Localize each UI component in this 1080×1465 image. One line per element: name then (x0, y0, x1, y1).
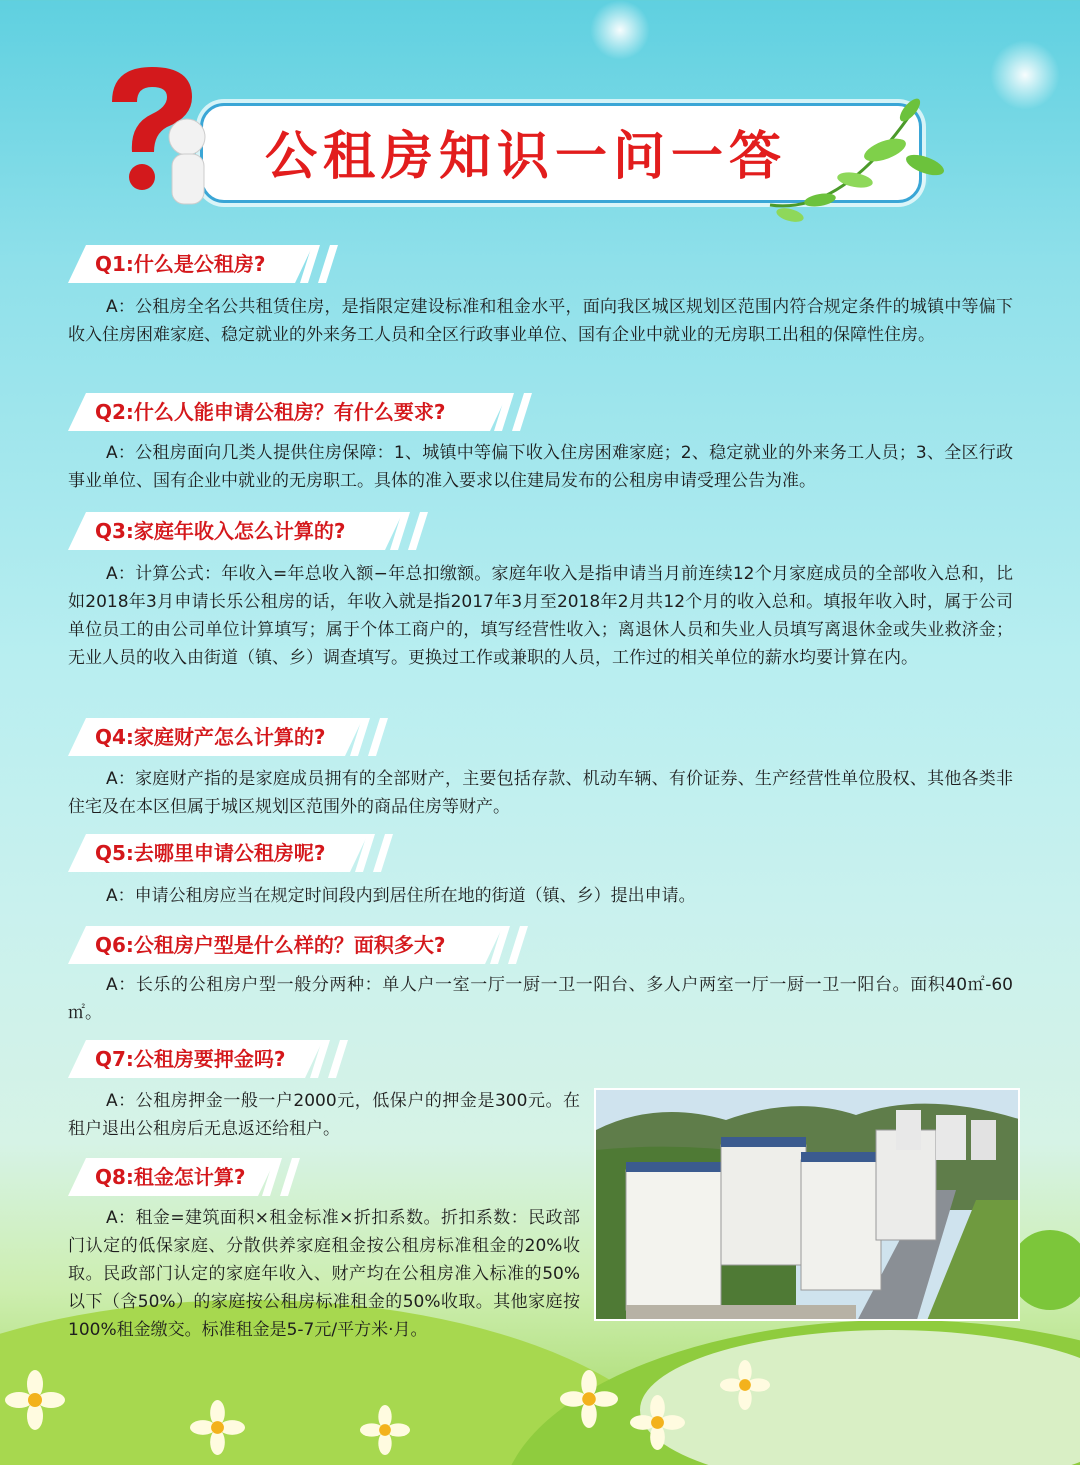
slash-decoration (310, 1040, 350, 1078)
slash-decoration (350, 718, 390, 756)
question-title-q7: Q7:公租房要押金吗? (95, 1047, 286, 1071)
flower-decoration-icon (720, 1360, 770, 1410)
tree-decoration (1010, 1230, 1080, 1310)
slash-decoration (390, 512, 430, 550)
slash-decoration (355, 834, 395, 872)
flower-decoration-icon (5, 1370, 65, 1430)
answer-text-q4: A：家庭财产指的是家庭成员拥有的全部财产，主要包括存款、机动车辆、有价证券、生产经营性单位股权、其他各类非住宅及在本区但属于城区规划区范围外的商品住房等财产。 (68, 769, 1013, 817)
leaves-decoration-icon (760, 95, 960, 235)
slash-decoration (494, 393, 534, 431)
answer-text-q7: A：公租房押金一般一户2000元，低保户的押金是300元。在租户退出公租房后无息返还给租户。 (68, 1091, 580, 1139)
answer-text-q8: A：租金=建筑面积×租金标准×折扣系数。折扣系数：民政部门认定的低保家庭、分散供养家庭租金按公租房标准租金的20%收取。民政部门认定的家庭年收入、财产均在公租房准入标准的50%以下（含50%）的家庭按公租房标准租金的50%收取。其他家庭按100%租金缴交。标准租金是5-7元/平方米·月。 (68, 1208, 580, 1340)
question-title-q6: Q6:公租房户型是什么样的？面积多大? (95, 933, 446, 957)
answer-text-q6: A：长乐的公租房户型一般分两种：单人户一室一厅一厨一卫一阳台、多人户两室一厅一厨一卫一阳台。面积40㎡-60㎡。 (68, 975, 1013, 1023)
answer-text-q3: A：计算公式：年收入=年总收入额−年总扣缴额。家庭年收入是指申请当月前连续12个月家庭成员的全部收入总和，比如2018年3月申请长乐公租房的话，年收入就是指2017年3月至2018年2月共12个月的收入总和。填报年收入时，属于公司单位员工的由公司单位计算填写；属于个体工商户的，填写经营性收入；离退休人员和失业人员填写离退休金或失业救济金；无业人员的收入由街道（镇、乡）调查填写。更换过工作或兼职的人员，工作过的相关单位的薪水均要计算在内。 (68, 564, 1013, 668)
flower-decoration-icon (360, 1405, 410, 1455)
question-mark-figure-icon (92, 62, 232, 212)
flower-decoration-icon (190, 1400, 245, 1455)
slash-decoration (490, 926, 530, 964)
page-title: 公租房知识一问一答 (265, 127, 788, 187)
answer-text-q1: A：公租房全名公共租赁住房，是指限定建设标准和租金水平，面向我区城区规划区范围内符合规定条件的城镇中等偏下收入住房困难家庭、稳定就业的外来务工人员和全区行政事业单位、国有企业中就业的无房职工出租的保障性住房。 (68, 297, 1013, 345)
slash-decoration (262, 1158, 302, 1196)
question-title-q3: Q3:家庭年收入怎么计算的? (95, 519, 346, 543)
sparkle-decoration (590, 0, 650, 60)
housing-photo (594, 1088, 1020, 1321)
question-title-q8: Q8:租金怎计算? (95, 1165, 246, 1189)
sparkle-decoration (990, 40, 1060, 110)
flower-decoration-icon (630, 1395, 685, 1450)
question-title-q2: Q2:什么人能申请公租房？有什么要求? (95, 400, 446, 424)
question-title-q1: Q1:什么是公租房? (95, 252, 266, 276)
question-title-q5: Q5:去哪里申请公租房呢? (95, 841, 326, 865)
slash-decoration (300, 245, 340, 283)
answer-text-q5: A：申请公租房应当在规定时间段内到居住所在地的街道（镇、乡）提出申请。 (106, 886, 696, 906)
apartment-buildings-illustration (596, 1090, 1020, 1321)
flower-decoration-icon (560, 1370, 618, 1428)
answer-text-q2: A：公租房面向几类人提供住房保障：1、城镇中等偏下收入住房困难家庭；2、稳定就业的外来务工人员；3、全区行政事业单位、国有企业中就业的无房职工。具体的准入要求以住建局发布的公租房申请受理公告为准。 (68, 443, 1013, 491)
question-title-q4: Q4:家庭财产怎么计算的? (95, 725, 326, 749)
